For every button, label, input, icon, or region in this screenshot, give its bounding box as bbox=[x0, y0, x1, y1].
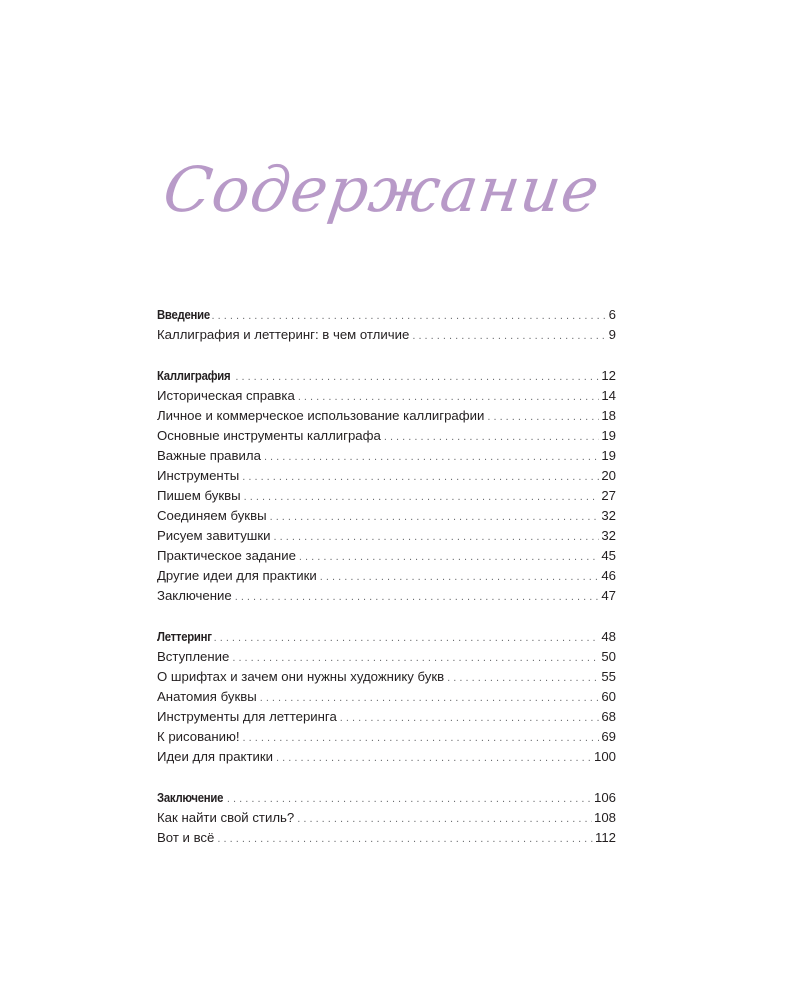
dot-leader bbox=[340, 708, 600, 727]
toc-page-number: 9 bbox=[608, 327, 616, 342]
toc-entry-label: Рисуем завитушки bbox=[157, 528, 271, 543]
toc-page-number: 6 bbox=[608, 307, 616, 322]
dot-leader bbox=[244, 487, 600, 506]
toc-section-label: Леттеринг bbox=[157, 629, 212, 644]
toc-entry[interactable] bbox=[157, 566, 616, 586]
toc-entry[interactable] bbox=[157, 325, 616, 345]
dot-leader bbox=[260, 688, 600, 707]
dot-leader bbox=[270, 507, 600, 526]
toc-entry-label: Вступление bbox=[157, 649, 230, 664]
toc-entry[interactable] bbox=[157, 808, 616, 828]
toc-entry[interactable] bbox=[157, 426, 616, 446]
toc-page-number: 112 bbox=[594, 830, 616, 845]
toc-entry-label: Заключение bbox=[157, 588, 232, 603]
toc-entry-label: Идеи для практики bbox=[157, 749, 274, 764]
toc-page-number: 50 bbox=[601, 649, 616, 664]
toc-page-number: 48 bbox=[601, 629, 616, 644]
toc-entry[interactable] bbox=[157, 747, 616, 767]
dot-leader bbox=[447, 668, 599, 687]
dot-leader bbox=[235, 587, 600, 606]
toc-entry-label: Каллиграфия и леттеринг: в чем отличие bbox=[157, 327, 410, 342]
toc-page-number: 19 bbox=[601, 448, 616, 463]
dot-leader bbox=[320, 567, 600, 586]
toc-section-lettering[interactable] bbox=[157, 627, 616, 647]
toc-entry[interactable] bbox=[157, 586, 616, 606]
toc-entry[interactable] bbox=[157, 466, 616, 486]
toc-section-calligraphy[interactable] bbox=[157, 366, 616, 386]
dot-leader bbox=[276, 748, 592, 767]
toc-entry[interactable] bbox=[157, 647, 616, 667]
toc-entry-label: Пишем буквы bbox=[157, 488, 241, 503]
toc-entry[interactable] bbox=[157, 707, 616, 727]
toc-entry[interactable] bbox=[157, 506, 616, 526]
toc-entry-label: Инструменты для леттеринга bbox=[157, 709, 337, 724]
dot-leader bbox=[232, 648, 599, 667]
dot-leader bbox=[212, 306, 607, 325]
toc-group-calligraphy bbox=[157, 366, 616, 606]
toc-entry[interactable] bbox=[157, 546, 616, 566]
toc-page-number: 68 bbox=[601, 709, 616, 724]
dot-leader bbox=[384, 427, 600, 446]
toc-section-label: Заключение bbox=[157, 790, 224, 805]
toc-page-number: 106 bbox=[593, 790, 616, 805]
toc-section-introduction[interactable] bbox=[157, 305, 616, 325]
toc-page-number: 12 bbox=[601, 368, 616, 383]
dot-leader bbox=[227, 789, 592, 808]
dot-leader bbox=[243, 728, 600, 747]
dot-leader bbox=[487, 407, 599, 426]
toc-group-introduction bbox=[157, 305, 616, 345]
toc-page-number: 27 bbox=[601, 488, 616, 503]
table-of-contents bbox=[157, 305, 616, 869]
toc-entry-label: Практическое задание bbox=[157, 548, 296, 563]
toc-entry-label: Основные инструменты каллиграфа bbox=[157, 428, 381, 443]
toc-entry[interactable] bbox=[157, 828, 616, 848]
toc-entry[interactable] bbox=[157, 687, 616, 707]
dot-leader bbox=[217, 829, 593, 848]
toc-page-number: 14 bbox=[601, 388, 616, 403]
dot-leader bbox=[242, 467, 599, 486]
toc-entry-label: Личное и коммерческое использование каллиграфии bbox=[157, 408, 485, 423]
toc-section-label: Введение bbox=[157, 307, 210, 322]
toc-entry-label: Вот и всё bbox=[157, 830, 215, 845]
toc-entry-label: О шрифтах и зачем они нужны художнику букв bbox=[157, 669, 445, 684]
toc-group-conclusion bbox=[157, 788, 616, 848]
toc-page-number: 19 bbox=[601, 428, 616, 443]
toc-entry-label: Анатомия буквы bbox=[157, 689, 257, 704]
toc-entry-label: Историческая справка bbox=[157, 388, 295, 403]
toc-entry[interactable] bbox=[157, 526, 616, 546]
toc-entry[interactable] bbox=[157, 386, 616, 406]
toc-entry[interactable] bbox=[157, 667, 616, 687]
dot-leader bbox=[299, 547, 599, 566]
dot-leader bbox=[235, 367, 599, 386]
dot-leader bbox=[264, 447, 599, 466]
toc-entry-label: К рисованию! bbox=[157, 729, 240, 744]
dot-leader bbox=[412, 326, 606, 345]
toc-entry[interactable] bbox=[157, 446, 616, 466]
toc-page-number: 108 bbox=[593, 810, 616, 825]
toc-page-number: 100 bbox=[593, 749, 616, 764]
toc-group-lettering bbox=[157, 627, 616, 767]
toc-entry-label: Инструменты bbox=[157, 468, 240, 483]
toc-section-label: Каллиграфия bbox=[157, 368, 231, 383]
toc-entry-label: Как найти свой стиль? bbox=[157, 810, 295, 825]
dot-leader bbox=[297, 809, 592, 828]
page-title: Содержание bbox=[158, 153, 605, 226]
toc-page-number: 20 bbox=[601, 468, 616, 483]
toc-section-conclusion[interactable] bbox=[157, 788, 616, 808]
dot-leader bbox=[298, 387, 600, 406]
toc-entry[interactable] bbox=[157, 727, 616, 747]
dot-leader bbox=[274, 527, 600, 546]
toc-entry[interactable] bbox=[157, 406, 616, 426]
toc-page-number: 69 bbox=[601, 729, 616, 744]
toc-page-number: 60 bbox=[601, 689, 616, 704]
dot-leader bbox=[214, 628, 600, 647]
toc-entry-label: Важные правила bbox=[157, 448, 261, 463]
toc-page-number: 45 bbox=[601, 548, 616, 563]
toc-page-number: 18 bbox=[601, 408, 616, 423]
toc-entry-label: Соединяем буквы bbox=[157, 508, 267, 523]
toc-page-number: 32 bbox=[601, 508, 616, 523]
toc-page-number: 55 bbox=[601, 669, 616, 684]
toc-page-number: 46 bbox=[601, 568, 616, 583]
toc-entry-label: Другие идеи для практики bbox=[157, 568, 317, 583]
toc-page-number: 47 bbox=[601, 588, 616, 603]
toc-page-number: 32 bbox=[601, 528, 616, 543]
toc-entry[interactable] bbox=[157, 486, 616, 506]
